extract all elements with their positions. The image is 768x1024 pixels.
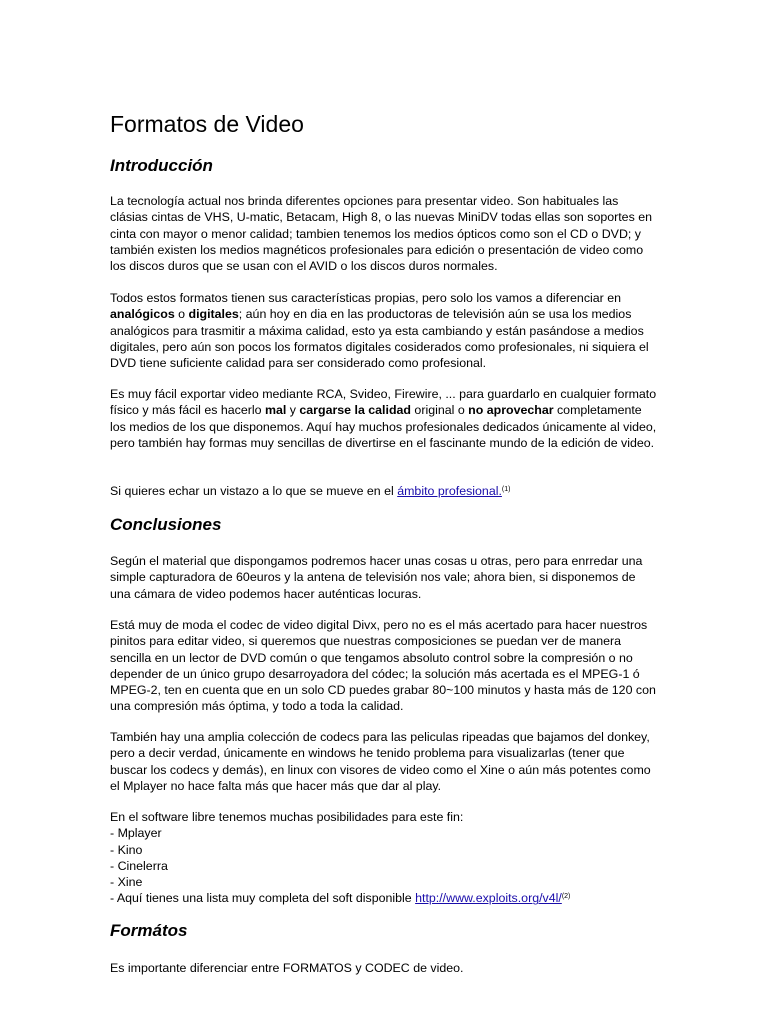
list-item: - Cinelerra — [110, 858, 168, 873]
paragraph-intro-4: Si quieres echar un vistazo a lo que se mueve en el ámbito profesional.$^{(1)}$ — [110, 484, 511, 498]
list-item: - Mplayer — [110, 826, 162, 841]
software-list — [110, 809, 658, 907]
paragraph-conclusiones-3: También hay una amplia colección de codecs para las peliculas ripeadas que bajamos del donkey, pero a decir verdad, únicamente en windows he tenido problema para visualizarlas (tener que buscar los codecs y demás), en linux con visores de video como el Xine o aún más potentes como el Mplayer no hace falta más que hacer más que dar al play. — [110, 730, 651, 793]
list-item: - Xine — [110, 875, 143, 890]
paragraph-conclusiones-1: Según el material que dispongamos podremos hacer unas cosas u otras, pero para enrredar una simple capturadora de 60euros y la antena de televisión nos vale; ahora bien, si disponemos de una cámara de video podemos hacer auténticas locuras. — [110, 554, 643, 601]
paragraph-formatos-1: Es importante diferenciar entre FORMATOS y CODEC de video. — [110, 961, 464, 975]
footnote-ref-2: (2) — [561, 893, 571, 901]
page-title: Formatos de Video — [110, 111, 304, 137]
heading-formatos: Formátos — [110, 921, 188, 940]
paragraph-intro-3: Es muy fácil exportar video mediante RCA, Svideo, Firewire, ... para guardarlo en cualquier formato físico y más fácil es hacerlo mal y cargarse la calidad original o no aprovechar completamente los medios de los que disponemos. Aquí hay muchos profesionales dedicados únicamente al video, pero también hay formas muy sencillas de divertirse en el fascinante mundo de la edición de video. — [110, 387, 657, 450]
list-item: - Aquí tienes una lista muy completa del soft disponible — [110, 891, 416, 906]
list-item: - Kino — [110, 842, 143, 857]
footnote-ref-1: (1) — [501, 486, 511, 493]
heading-conclusiones: Conclusiones — [110, 515, 222, 534]
link-ambito-profesional[interactable]: ámbito profesional. — [397, 484, 502, 498]
paragraph-intro-2: Todos estos formatos tienen sus características propias, pero solo los vamos a diferenciar en analógicos o digitales; aún hoy en dia en las productoras de televisión aún se usa los medios analógicos para trasmitir a máxima calidad, esto ya esta cambiando y están pasándose a medios digitales, pero aún son pocos los formatos digitales cosiderados como profesionales, ni siquiera el DVD tiene suficiente calidad para ser considerado como profesional. — [110, 291, 649, 371]
link-exploits-v4l[interactable]: http://www.exploits.org/v4l/ — [415, 891, 562, 906]
paragraph-intro-1: La tecnología actual nos brinda diferentes opciones para presentar video. Son habituales las clásias cintas de VHS, U-matic, Betacam, High 8, o las nuevas MiniDV todas ellas son soportes en cinta con mayor o menor calidad; tambien tenemos los medios ópticos como son el CD o DVD; y también existen los medios magnéticos profesionales para edición o presentación de video como los discos duros que se usan con el AVID o los discos duros normales. — [110, 194, 652, 274]
software-list-intro: En el software libre tenemos muchas posibilidades para este fin: — [110, 810, 464, 824]
paragraph-conclusiones-2: Está muy de moda el codec de video digital Divx, pero no es el más acertado para hacer nuestros pinitos para editar video, si queremos que nuestras composiciones se puedan ver de manera sencilla en un lector de DVD común o que tengamos absoluto control sobre la compresión o no depender de un único grupo desarroyadora del códec; la solución más acertada es el MPEG-1 ó MPEG-2, ten en cuenta que en un solo CD puedes grabar 80~100 minutos y hasta más de 120 con una compresión más óptima, y todo a toda la calidad. — [110, 618, 656, 714]
heading-introduccion: Introducción — [110, 156, 213, 175]
